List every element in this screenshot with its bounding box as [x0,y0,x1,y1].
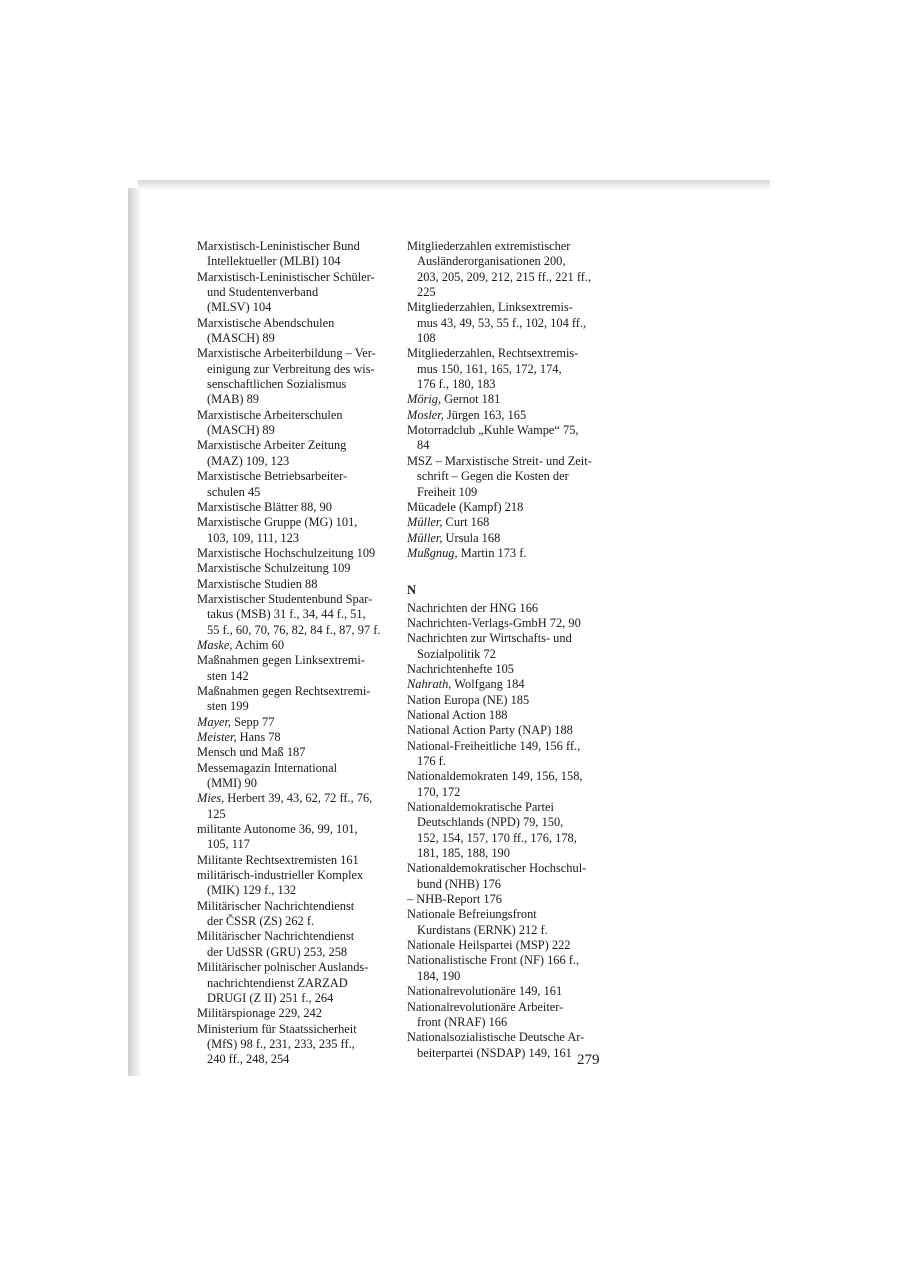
index-entry-line: Maßnahmen gegen Rechtsextremi- [197,683,371,698]
index-entry [197,638,402,653]
index-entry [197,316,402,347]
index-entry-line: National-Freiheitliche 149, 156 ff., [407,738,581,753]
index-entry [407,239,612,300]
index-entry-line: Mitgliederzahlen, Rechtsextremis- [407,346,579,361]
index-entry-line: und Studentenverband [207,285,319,300]
index-entry-line: Martin 173 f. [457,545,527,560]
index-entry-surname: Meister, [197,730,237,744]
index-section-m [407,239,612,561]
index-entry [407,500,612,515]
index-entry [407,907,612,938]
index-entry-line: (MAB) 89 [207,392,259,407]
index-entry-line: sten 199 [207,699,249,714]
index-entry-line: Militärischer polnischer Auslands- [197,960,369,975]
index-entry-surname: Mayer, [197,714,232,729]
index-entry [197,761,402,792]
index-entry [197,1006,402,1021]
index-entry-line: militante Autonome 36, 99, 101, [197,822,358,837]
index-entry-line: (MASCH) 89 [207,423,275,438]
index-entry [407,423,612,454]
index-entry [197,515,402,546]
index-entry-line: mus 150, 161, 165, 172, 174, [417,361,562,376]
index-column-right [407,239,612,1061]
index-entry-line: Nationaldemokraten 149, 156, 158, [407,769,583,784]
index-entry [407,677,612,692]
index-entry [407,515,612,530]
index-entry-line: Ministerium für Staatssicherheit [197,1021,357,1036]
index-entry-line: Mensch und Maß 187 [197,745,306,760]
index-entry-line: Militärischer Nachrichtendienst [197,929,355,944]
index-entry-line: Marxistische Studien 88 [197,576,318,591]
index-entry [197,653,402,684]
index-entry-line: Sozialpolitik 72 [417,646,496,661]
index-entry-line: Nationale Heilspartei (MSP) 222 [407,938,571,953]
index-entry-line: sten 142 [207,668,249,683]
section-letter-heading: N [407,583,417,598]
index-entry [407,631,612,662]
index-entry-line: Wolfgang 184 [451,677,525,692]
index-entry [197,408,402,439]
index-entry-line: schulen 45 [207,484,261,499]
index-entry-line: Ausländerorganisationen 200, [417,254,566,269]
index-entry-surname: Mosler, [407,407,444,422]
index-entry-line: 176 f. [417,754,446,768]
index-entry-line: der UdSSR (GRU) 253, 258 [207,944,348,959]
index-entry-line: Hans 78 [236,730,281,744]
index-entry-line: Mitgliederzahlen extremistischer [407,239,571,253]
index-entry [407,616,612,631]
index-entry-line: Herbert 39, 43, 62, 72 ff., 76, [224,791,373,806]
index-entry-line: bund (NHB) 176 [417,876,501,891]
index-entry-line: Nachrichten zur Wirtschafts- und [407,631,572,646]
index-entry-line: (MASCH) 89 [207,331,275,346]
scan-left-edge [128,188,142,1076]
index-entry-line: Nachrichten der HNG 166 [407,600,539,615]
index-entry-line: Nation Europa (NE) 185 [407,692,530,707]
index-entry-line: beiterpartei (NSDAP) 149, 161 [417,1045,572,1060]
scan-top-edge [138,180,770,190]
index-entry-line: (MLSV) 104 [207,300,272,315]
index-entry [197,745,402,760]
index-entry-line: 184, 190 [417,968,461,983]
index-entry-surname: Mußgnug, [407,545,458,560]
index-entry-line: (MfS) 98 f., 231, 233, 235 ff., [207,1036,355,1051]
index-entry [197,438,402,469]
index-entry [407,861,612,892]
index-entry [407,1000,612,1031]
index-entry-line: 225 [417,285,436,300]
index-entry [407,454,612,500]
index-entry-line: einigung zur Verbreitung des wis- [207,361,375,376]
index-entry-line: Gernot 181 [441,392,501,407]
index-entry [407,769,612,800]
index-entry-surname: Nahrath, [407,677,452,692]
index-entry [407,601,612,616]
index-entry-line: MSZ – Marxistische Streit- und Zeit- [407,453,592,468]
index-entry [197,346,402,407]
index-entry-surname: Mörig, [407,392,442,407]
index-entry-line: Militante Rechtsextremisten 161 [197,852,359,867]
index-entry-line: (MIK) 129 f., 132 [207,883,297,898]
index-entry-line: 105, 117 [207,837,250,852]
index-entry-line: Maßnahmen gegen Linksextremi- [197,653,365,668]
index-entry [197,822,402,853]
index-entry [407,984,612,999]
index-entry-surname: Mies, [197,791,225,806]
index-entry-line: Militärspionage 229, 242 [197,1006,322,1021]
index-entry-line: Marxistische Hochschulzeitung 109 [197,545,376,560]
index-entry [407,531,612,546]
index-entry-line: front (NRAF) 166 [417,1014,508,1029]
index-entry [407,662,612,677]
index-entry [407,938,612,953]
index-entry-line: Nachrichtenhefte 105 [407,661,514,676]
index-entry-surname: Müller, [407,515,443,530]
index-entry [197,546,402,561]
index-entry-line: National Action Party (NAP) 188 [407,723,573,738]
index-entry [197,715,402,730]
index-entry-line: 170, 172 [417,784,461,799]
index-entry-line: Marxistischer Studentenbund Spar- [197,591,373,606]
index-entry-line: Motorradclub „Kuhle Wampe“ 75, [407,423,579,438]
index-entry [197,684,402,715]
index-entry [407,300,612,346]
index-entry-line: Mücadele (Kampf) 218 [407,499,524,514]
index-entry-line: Jürgen 163, 165 [443,407,527,422]
index-entry-line: Kurdistans (ERNK) 212 f. [417,922,548,937]
index-entry-line: Marxistische Schulzeitung 109 [197,561,351,576]
index-entry [197,899,402,930]
index-entry-line: Deutschlands (NPD) 79, 150, [417,815,564,830]
index-entry-line: Freiheit 109 [417,484,478,499]
index-entry-line: Nationalistische Front (NF) 166 f., [407,953,580,968]
index-entry-line: 152, 154, 157, 170 ff., 176, 178, [417,830,577,845]
index-entry-line: Marxistisch-Leninistischer Schüler- [197,269,375,284]
index-entry-line: National Action 188 [407,707,508,722]
index-entry-line: 108 [417,331,436,346]
index-entry-line: Marxistisch-Leninistischer Bund [197,239,360,253]
index-entry-line: Marxistische Blätter 88, 90 [197,499,332,514]
index-entry-line: takus (MSB) 31 f., 34, 44 f., 51, [207,607,366,622]
index-entry [407,408,612,423]
index-entry [197,270,402,316]
index-entry [407,953,612,984]
index-entry [197,592,402,638]
index-entry-line: 84 [417,438,430,453]
index-entry-line: 125 [207,806,226,821]
index-entry-line: militärisch-industrieller Komplex [197,868,364,883]
index-entry-line: Nationaldemokratische Partei [407,800,554,815]
index-entry-line: Sepp 77 [231,714,275,729]
index-entry [197,469,402,500]
index-entry-line: Ursula 168 [442,530,501,545]
index-entry [197,853,402,868]
index-entry [407,800,612,861]
index-entry-line: Mitgliederzahlen, Linksextremis- [407,300,573,315]
index-column-left [197,239,402,1068]
index-entry-surname: Maske, [197,637,233,652]
index-entry-line: Nationalrevolutionäre Arbeiter- [407,999,564,1014]
index-entry-line: Marxistische Arbeiterschulen [197,407,343,422]
index-entry-line: Marxistische Betriebsarbeiter- [197,469,348,484]
index-entry-line: Messemagazin International [197,760,338,775]
index-entry-line: – NHB-Report 176 [407,892,502,907]
index-entry-line: 181, 185, 188, 190 [417,846,510,861]
index-entry-line: Achim 60 [232,637,285,652]
index-entry-line: Marxistische Arbeiter Zeitung [197,438,347,453]
index-entry [407,392,612,407]
index-entry-line: 176 f., 180, 183 [417,377,496,392]
index-entry-line: (MAZ) 109, 123 [207,453,290,468]
index-entry [197,239,402,270]
index-entry-line: Marxistische Abendschulen [197,315,335,330]
index-entry-surname: Müller, [407,530,443,545]
index-entry-line: Marxistische Gruppe (MG) 101, [197,515,358,530]
index-entry [197,577,402,592]
index-entry-line: der ČSSR (ZS) 262 f. [207,914,315,929]
index-entry [407,346,612,392]
index-entry-line: Militärischer Nachrichtendienst [197,898,355,913]
page-number: 279 [577,1052,600,1068]
index-entry [197,791,402,822]
index-entry [197,868,402,899]
index-entry-line: nachrichtendienst ZARZAD [207,975,348,990]
index-entry-line: schrift – Gegen die Kosten der [417,469,569,484]
index-entry-line: 240 ff., 248, 254 [207,1052,290,1067]
index-entry [407,892,612,907]
index-entry-line: Marxistische Arbeiterbildung – Ver- [197,346,376,361]
index-entry [197,929,402,960]
index-entry [407,546,612,561]
index-entry-line: Nationalrevolutionäre 149, 161 [407,984,563,999]
index-entry-line: mus 43, 49, 53, 55 f., 102, 104 ff., [417,315,587,330]
index-entry-line: (MMI) 90 [207,776,257,791]
index-entry [407,739,612,770]
index-entry [407,693,612,708]
index-entry [407,723,612,738]
index-entry-line: 203, 205, 209, 212, 215 ff., 221 ff., [417,269,592,284]
index-entry-line: DRUGI (Z II) 251 f., 264 [207,990,334,1005]
index-section-n [407,601,612,1061]
index-entry-line: Curt 168 [442,515,490,530]
index-entry-line: Nachrichten-Verlags-GmbH 72, 90 [407,615,581,630]
index-entry-line: 55 f., 60, 70, 76, 82, 84 f., 87, 97 f. [207,622,381,637]
index-entry [197,500,402,515]
index-entry [197,730,402,745]
index-entry-line: Nationale Befreiungsfront [407,907,537,922]
index-entry [197,561,402,576]
index-entry [407,708,612,723]
index-entry-line: Nationaldemokratischer Hochschul- [407,861,587,876]
index-entry [197,960,402,1006]
index-entry-line: senschaftlichen Sozialismus [207,377,347,392]
index-entry-line: Intellektueller (MLBI) 104 [207,254,341,269]
index-entry-line: 103, 109, 111, 123 [207,530,300,545]
index-entry-line: Nationalsozialistische Deutsche Ar- [407,1030,585,1045]
index-entry [197,1022,402,1068]
